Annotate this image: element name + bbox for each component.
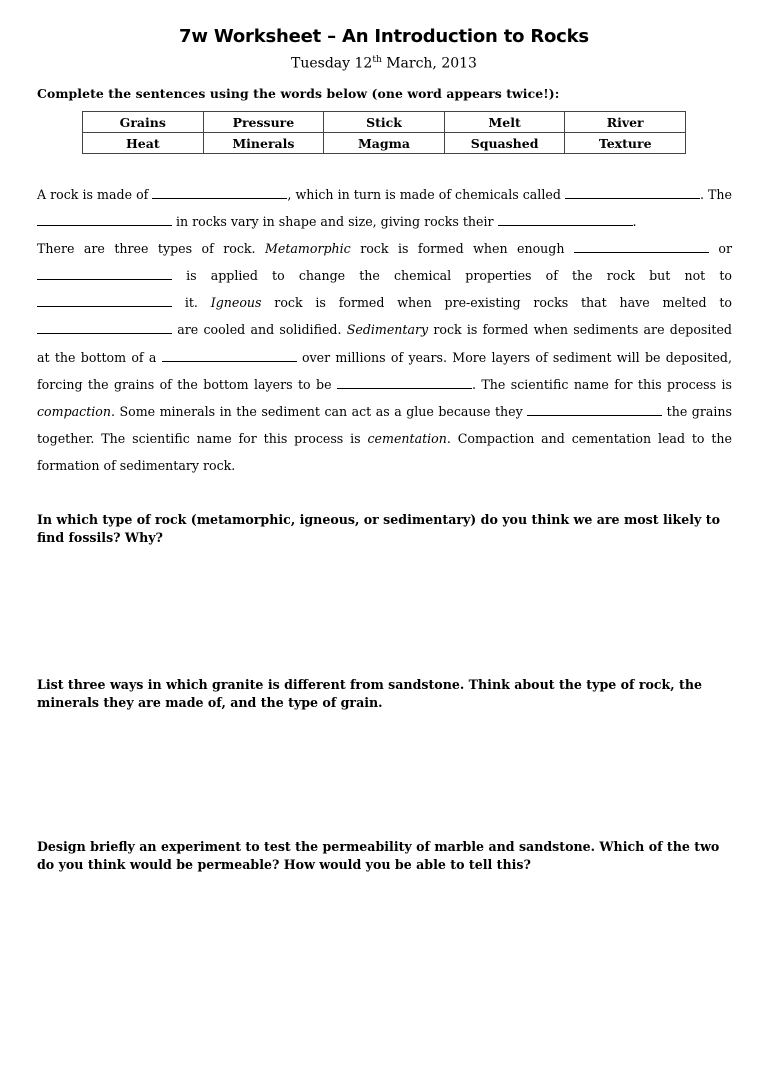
sentence-text: in rocks vary in shape and size, giving rocks their — [172, 214, 498, 230]
page-date — [0, 55, 768, 72]
table-row — [83, 112, 686, 133]
table-row — [83, 133, 686, 154]
term-sedimentary: Sedimentary — [346, 322, 429, 338]
question-granite-sandstone: List three ways in which granite is different from sandstone. Think about the type of rock, the minerals they are made of, and the type of grain. — [37, 677, 703, 710]
date-ordinal: th — [372, 55, 382, 65]
answer-blank[interactable] — [337, 377, 472, 389]
word-cell: Melt — [444, 112, 565, 133]
term-metamorphic: Metamorphic — [265, 241, 351, 257]
word-cell: Heat — [83, 133, 204, 154]
answer-blank[interactable] — [37, 214, 172, 226]
sentence-text: over millions of years. More layers of sediment will be deposited, forcing the grains of the bottom layers to be — [37, 349, 732, 392]
answer-blank[interactable] — [162, 350, 297, 362]
instruction-text: Complete the sentences using the words below (one word appears twice!): — [37, 86, 560, 101]
word-cell: Squashed — [444, 133, 565, 154]
sentence-text: rock is formed when sediments are deposited at the bottom of a — [37, 322, 732, 365]
answer-blank[interactable] — [37, 295, 172, 307]
word-cell: Minerals — [203, 133, 324, 154]
sentence-text: . Some minerals in the sediment can act as a glue because they — [110, 403, 528, 419]
sentence-text: it. — [172, 295, 211, 311]
sentence-text: are cooled and solidified. — [172, 322, 347, 338]
sentence-text: the grains together. The scientific name for this process is — [37, 403, 732, 446]
sentence-text: . The scientific name for this process is — [471, 376, 733, 392]
answer-blank[interactable] — [37, 268, 172, 280]
date-prefix: Tuesday 12 — [291, 55, 373, 72]
sentence-text: is applied to change the chemical properties of the rock but not to — [172, 268, 732, 284]
word-cell: Texture — [565, 133, 686, 154]
answer-blank[interactable] — [152, 187, 287, 199]
sentence-text: rock is formed when pre-existing rocks that have melted to — [261, 295, 732, 311]
question-fossils: In which type of rock (metamorphic, igneous, or sedimentary) do you think we are most likely to find fossils? Why? — [37, 512, 720, 545]
sentence-text: A rock is made of — [37, 187, 153, 202]
term-cementation: cementation — [367, 430, 447, 446]
word-cell: Grains — [83, 112, 204, 133]
word-cell: Stick — [324, 112, 445, 133]
date-suffix: March, 2013 — [381, 55, 477, 72]
term-compaction: compaction — [37, 403, 111, 419]
sentence-text: or — [708, 241, 732, 257]
word-bank-table — [82, 111, 686, 154]
term-igneous: Igneous — [210, 295, 262, 311]
sentence-text: . Compaction and cementation lead to the formation of sedimentary rock. — [37, 430, 733, 473]
answer-blank[interactable] — [527, 404, 662, 416]
answer-blank[interactable] — [565, 187, 700, 199]
word-cell: Magma — [324, 133, 445, 154]
sentence-text: There are three types of rock. — [37, 241, 266, 257]
answer-blank[interactable] — [574, 241, 709, 253]
sentence-text: . — [632, 214, 637, 230]
sentence-text: , which in turn is made of chemicals called — [287, 187, 565, 202]
sentence-text: rock is formed when enough — [350, 241, 574, 257]
answer-blank[interactable] — [37, 322, 172, 334]
word-cell: River — [565, 112, 686, 133]
word-cell: Pressure — [203, 112, 324, 133]
question-permeability: Design briefly an experiment to test the permeability of marble and sandstone. Which of the two do you think would be permeable? How would you be able to tell this? — [37, 839, 720, 872]
sentence-text: . The — [699, 187, 732, 202]
answer-blank[interactable] — [498, 214, 633, 226]
fill-in-paragraph — [37, 181, 732, 479]
page-title: 7w Worksheet – An Introduction to Rocks — [179, 26, 589, 47]
